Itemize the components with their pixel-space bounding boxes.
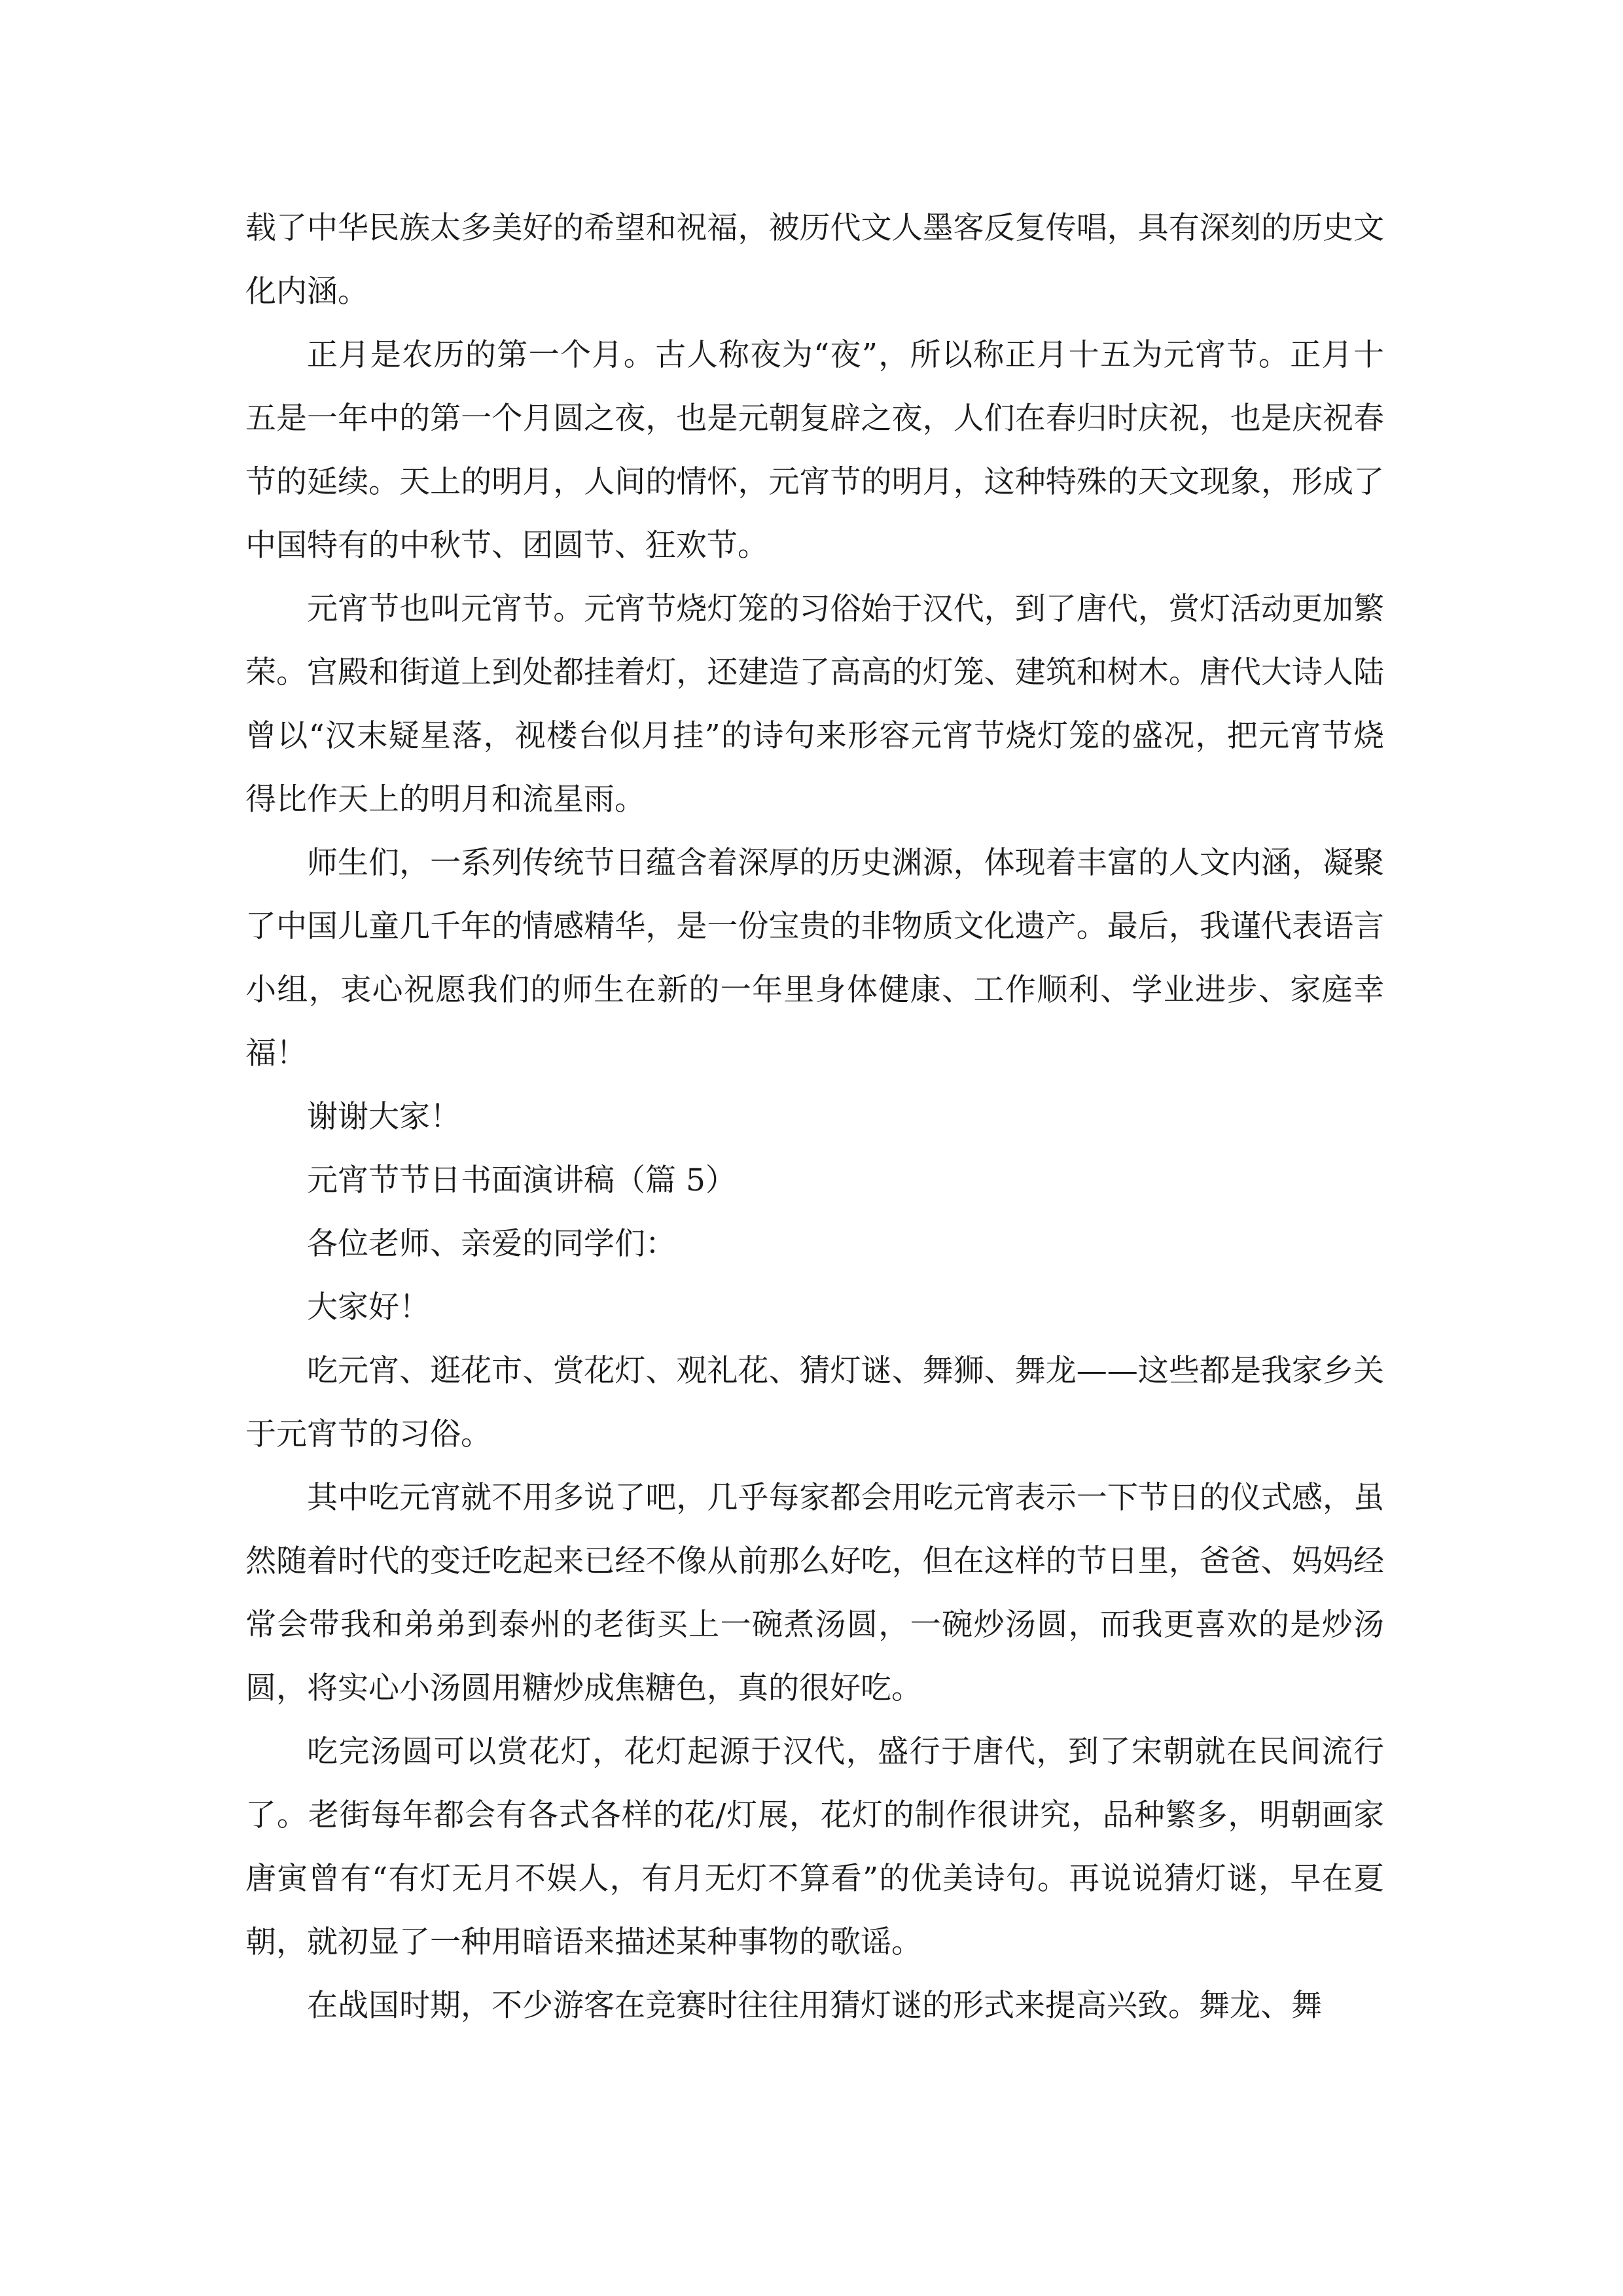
paragraph-continued-intro: 载了中华民族太多美好的希望和祝福，被历代文人墨客反复传唱，具有深刻的历史文化内涵。 [245, 210, 1384, 310]
document-page [245, 196, 1384, 2037]
paragraph-closing-wishes: 师生们，一系列传统节日蕴含着深厚的历史渊源，体现着丰富的人文内涵，凝聚了中国儿童几千年的情感精华，是一份宝贵的非物质文化遗产。最后，我谨代表语言小组，衷心祝愿我们的师生在新的一年里身体健康、工作顺利、学业进步、家庭幸福！ [245, 845, 1384, 1071]
section-title: 元宵节节日书面演讲稿（篇 5） [307, 1162, 736, 1198]
paragraph-lanterns-riddles: 吃完汤圆可以赏花灯，花灯起源于汉代，盛行于唐代，到了宋朝就在民间流行了。老街每年都会有各式各样的花/灯展，花灯的制作很讲究，品种繁多，明朝画家唐寅曾有“有灯无月不娱人，有月无灯不算看”的优美诗句。再说说猜灯谜，早在夏朝，就初显了一种用暗语来描述某种事物的歌谣。 [245, 1734, 1384, 1960]
paragraph-first-month: 正月是农历的第一个月。古人称夜为“夜”，所以称正月十五为元宵节。正月十五是一年中的第一个月圆之夜，也是元朝复辟之夜，人们在春归时庆祝，也是庆祝春节的延续。天上的明月，人间的情怀，元宵节的明月，这种特殊的天文现象，形成了中国特有的中秋节、团圆节、狂欢节。 [245, 337, 1384, 564]
paragraph-customs-list: 吃元宵、逛花市、赏花灯、观礼花、猜灯谜、舞狮、舞龙——这些都是我家乡关于元宵节的习俗。 [245, 1353, 1384, 1452]
paragraph-greeting: 大家好！ [307, 1289, 430, 1325]
paragraph-eating-yuanxiao: 其中吃元宵就不用多说了吧，几乎每家都会用吃元宵表示一下节日的仪式感，虽然随着时代的变迁吃起来已经不像从前那么好吃，但在这样的节日里，爸爸、妈妈经常会带我和弟弟到泰州的老街买上一碗煮汤圆，一碗炒汤圆，而我更喜欢的是炒汤圆，将实心小汤圆用糖炒成焦糖色，真的很好吃。 [245, 1480, 1384, 1706]
paragraph-salutation: 各位老师、亲爱的同学们： [307, 1226, 676, 1262]
paragraph-lantern-history: 元宵节也叫元宵节。元宵节烧灯笼的习俗始于汉代，到了唐代，赏灯活动更加繁荣。宫殿和街道上到处都挂着灯，还建造了高高的灯笼、建筑和树木。唐代大诗人陆曾以“汉末疑星落，视楼台似月挂”的诗句来形容元宵节烧灯笼的盛况，把元宵节烧得比作天上的明月和流星雨。 [245, 591, 1384, 817]
paragraph-warring-states: 在战国时期，不少游客在竞赛时往往用猜灯谜的形式来提高兴致。舞龙、舞 [307, 1988, 1322, 2024]
paragraph-thanks: 谢谢大家！ [307, 1099, 461, 1135]
